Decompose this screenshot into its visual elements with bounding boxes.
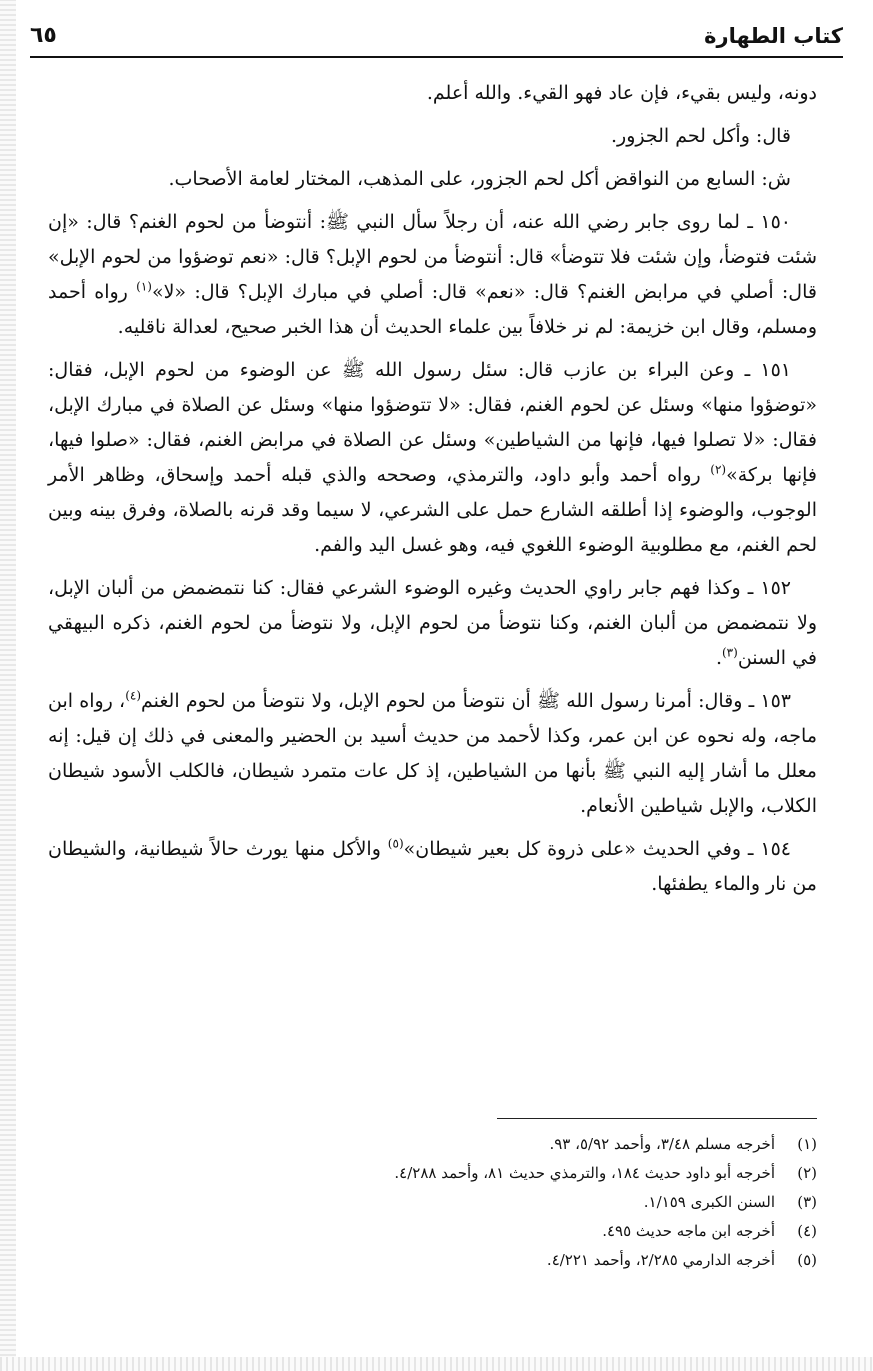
footnote-ref-5[interactable]: (٥) [387,836,404,851]
footnote-text: أخرجه مسلم ٣/٤٨، وأحمد ٥/٩٢، ٩٣. [549,1135,775,1153]
footnote-2 [48,1159,817,1188]
paragraph-152: ١٥٢ ـ وكذا فهم جابر راوي الحديث وغيره الوضوء الشرعي فقال: كنا نتمضمض من ألبان الإبل، ولا نتمضمض من ألبان الغنم، وكنا نتوضأ من لحوم الإبل، ولا نتوضأ من لحوم الغنم، ذكره البيهقي في السنن$^{(٣)}$. [48,577,817,669]
running-header [30,12,843,48]
footnote-ref-4[interactable]: (٤) [125,688,142,703]
footnote-3 [48,1188,817,1217]
header-rule [30,56,843,58]
paragraph-153: ١٥٣ ـ وقال: أمرنا رسول الله ﷺ أن نتوضأ من لحوم الإبل، ولا نتوضأ من لحوم الغنم$^{(٤)}$، رواه ابن ماجه، وله نحوه عن ابن عمر، وكذا لأحمد من حديث أسيد بن الحضير والمعنى في ذلك إن قيل: إنه معلل ما أشار إليه النبي ﷺ بأنها من الشياطين، إذ كل عات متمرد شيطان، فالكلب الأسود شيطان الكلاب، والإبل شياطين الأنعام. [48,688,817,817]
paragraph-3: ش: السابع من النواقض أكل لحم الجزور، على المذهب، المختار لعامة الأصحاب. [168,168,791,190]
paragraph-151: ١٥١ ـ وعن البراء بن عازب قال: سئل رسول الله ﷺ عن الوضوء من لحوم الإبل، فقال: «توضؤوا منها» وسئل عن لحوم الغنم، فقال: «لا تتوضؤوا منها» وسئل عن الصلاة في مبارك الإبل، فقال: «لا تصلوا فيها، فإنها من الشياطين» وسئل عن الصلاة في مرابض الغنم، فقال: «صلوا فيها، فإنها بركة»$^{(٢)}$ رواه أحمد وأبو داود، والترمذي، وصححه والذي قبله أحمد وإسحاق، وظاهر الأمر الوجوب، والوضوء إذا أطلقه الشارع حمل على الشرعي، لا سيما وقد قرنه بالصلاة، وفرق بينه وبين لحم الغنم، مع مطلوبية الوضوء اللغوي فيه، وهو غسل اليد والفم. [48,359,817,556]
running-title: كتاب الطهارة [704,24,843,48]
footnote-number: (٢) [797,1164,817,1182]
scan-edge-left [0,0,16,1371]
main-text [48,76,817,910]
scan-edge-bottom [0,1357,873,1371]
footnote-ref-3[interactable]: (٣) [721,645,738,660]
footnote-number: (٥) [797,1251,817,1269]
paragraph-1: دونه، وليس بقيء، فإن عاد فهو القيء. والله أعلم. [426,82,817,104]
footnote-text: السنن الكبرى ١/١٥٩. [643,1193,775,1211]
footnote-number: (٣) [797,1193,817,1211]
footnote-ref-1[interactable]: (١) [136,279,152,294]
footnote-text: أخرجه أبو داود حديث ١٨٤، والترمذي حديث ٨١، وأحمد ٤/٢٨٨. [394,1164,775,1182]
paragraph-150: ١٥٠ ـ لما روى جابر رضي الله عنه، أن رجلاً سأل النبي ﷺ: أنتوضأ من لحوم الغنم؟ قال: «إن شئت فتوضأ، وإن شئت فلا تتوضأ» قال: أنتوضأ من لحوم الإبل؟ قال: «نعم توضؤوا من لحوم الإبل» قال: أصلي في مرابض الغنم؟ قال: «نعم» قال: أصلي في مبارك الإبل؟ قال: «لا»$^{(١)}$ رواه أحمد ومسلم، وقال ابن خزيمة: لم نر خلافاً بين علماء الحديث أن هذا الخبر صحيح، لعدالة ناقليه. [48,211,817,338]
footnote-separator [497,1118,817,1119]
footnote-number: (١) [797,1135,817,1153]
footnotes [48,1130,817,1275]
footnote-4 [48,1217,817,1246]
footnote-1 [48,1130,817,1159]
page-number: ٦٥ [30,23,57,48]
footnote-5 [48,1246,817,1275]
footnote-ref-2[interactable]: (٢) [710,462,727,477]
paragraph-154: ١٥٤ ـ وفي الحديث «على ذروة كل بعير شيطان»$^{(٥)}$ والأكل منها يورث حالاً شيطانية، والشيطان من نار والماء يطفئها. [48,836,817,895]
footnote-text: أخرجه ابن ماجه حديث ٤٩٥. [602,1222,775,1240]
footnote-number: (٤) [797,1222,817,1240]
paragraph-2: قال: وأكل لحم الجزور. [611,125,791,147]
footnote-text: أخرجه الدارمي ٢/٢٨٥، وأحمد ٤/٢٢١. [546,1251,775,1269]
